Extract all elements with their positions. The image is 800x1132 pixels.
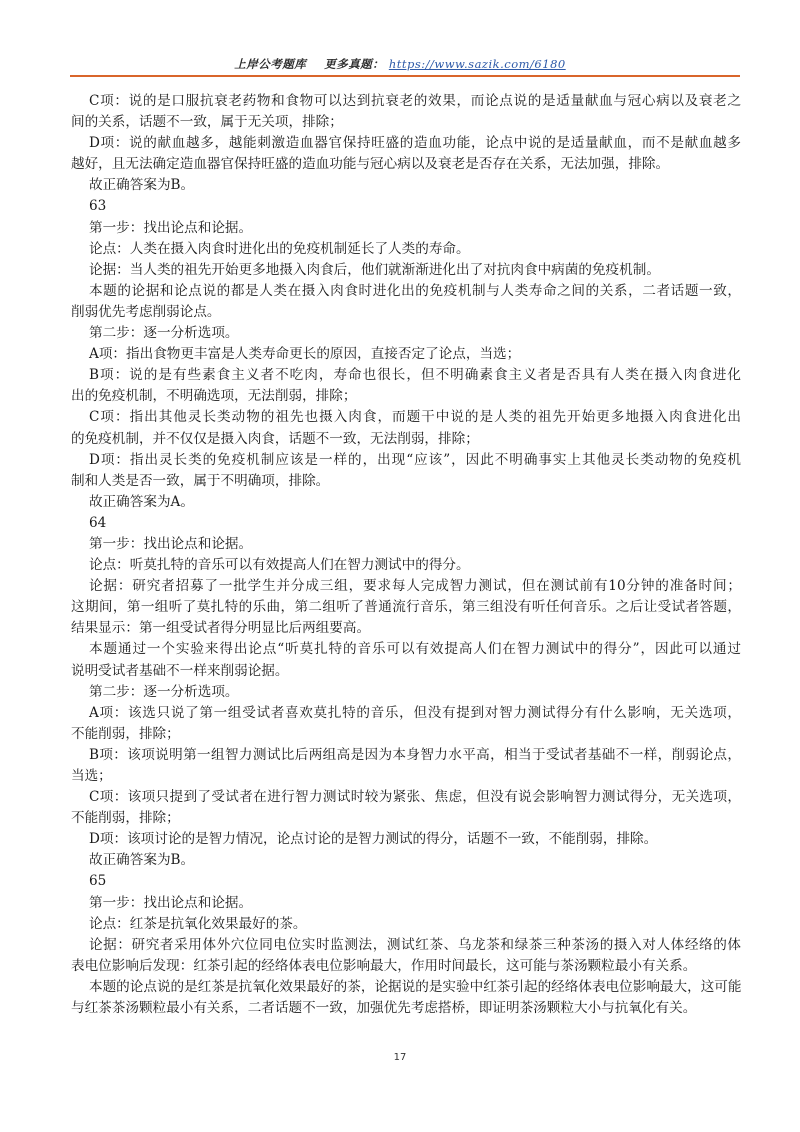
text-line: 故正确答案为A。 — [89, 493, 194, 510]
text-line: 间的关系，话题不一致，属于无关项，排除； — [71, 114, 343, 131]
text-line: 越好，且无法确定造血器官保持旺盛的造血功能与冠心病以及衰老是否存在关系，无法加强，排除。 — [71, 156, 670, 173]
text-line: 论据：研究者采用体外穴位同电位实时监测法，测试红茶、乌龙茶和绿茶三种茶汤的摄入对人体经络的体 — [89, 936, 741, 953]
text-line: 第一步：找出论点和论据。 — [89, 535, 253, 552]
text-line: C项：说的是口服抗衰老药物和食物可以达到抗衰老的效果，而论点说的是适量献血与冠心病以及衰老之 — [89, 93, 741, 109]
text-line: 论据：当人类的祖先开始更多地摄入肉食后，他们就渐渐进化出了对抗肉食中病菌的免疫机制。 — [89, 261, 660, 278]
text-line: 第一步：找出论点和论据。 — [89, 219, 253, 236]
text-line: 的免疫机制，并不仅仅是摄入肉食，话题不一致，无法削弱，排除； — [71, 430, 479, 447]
text-line: 第二步：逐一分析选项。 — [89, 325, 239, 342]
header-url-link[interactable]: https://www.sazik.com/6180 — [388, 57, 566, 71]
text-line: 削弱优先考虑削弱论点。 — [71, 303, 221, 320]
text-line: 第二步：逐一分析选项。 — [89, 683, 239, 700]
text-line: 63 — [89, 198, 107, 215]
header-more-prefix: 更多真题： — [324, 57, 385, 71]
text-line: 不能削弱，排除； — [71, 810, 180, 827]
page-number: 17 — [393, 1052, 407, 1063]
text-line: 64 — [89, 514, 107, 531]
text-line: 表电位影响后发现：红茶引起的经络体表电位影响最大，作用时间最长，这可能与茶汤颗粒最小有关系。 — [71, 957, 697, 974]
text-line: C项：该项只提到了受试者在进行智力测试时较为紧张、焦虑，但没有说会影响智力测试得分，无关选项， — [89, 789, 741, 806]
text-line: 本题通过一个实验来得出论点“听莫扎特的音乐可以有效提高人们在智力测试中的得分”，因此可以通过 — [89, 641, 741, 658]
text-line: 这期间，第一组听了莫扎特的乐曲，第二组听了普通流行音乐，第三组没有听任何音乐。之后让受试者答题， — [71, 599, 741, 616]
text-line: C项：指出其他灵长类动物的祖先也摄入肉食，而题干中说的是人类的祖先开始更多地摄入肉食进化出 — [89, 409, 741, 426]
text-line: 本题的论点说的是红茶是抗氧化效果最好的茶，论据说的是实验中红茶引起的经络体表电位影响最大，这可能 — [89, 978, 741, 995]
text-line: 论点：红茶是抗氧化效果最好的茶。 — [89, 915, 307, 932]
text-line: A项：该选只说了第一组受试者喜欢莫扎特的音乐，但没有提到对智力测试得分有什么影响，无关选项， — [89, 704, 741, 721]
text-line: 论点：听莫扎特的音乐可以有效提高人们在智力测试中的得分。 — [89, 557, 470, 574]
text-line: 说明受试者基础不一样来削弱论据。 — [71, 662, 289, 679]
text-line: 第一步：找出论点和论据。 — [89, 894, 253, 911]
header-divider — [70, 75, 740, 77]
text-line: D项：指出灵长类的免疫机制应该是一样的，出现“应该”，因此不明确事实上其他灵长类动物的免疫机 — [89, 451, 741, 468]
text-line: 当选； — [71, 768, 112, 784]
text-line: 出的免疫机制，不明确选项，无法削弱，排除； — [71, 388, 357, 405]
text-line: B项：说的是有些素食主义者不吃肉，寿命也很长，但不明确素食主义者是否具有人类在摄入肉食进化 — [89, 367, 741, 384]
document-body — [71, 91, 741, 1019]
text-line: B项：该项说明第一组智力测试比后两组高是因为本身智力水平高，相当于受试者基础不一样，削弱论点， — [89, 746, 741, 763]
text-line: A项：指出食物更丰富是人类寿命更长的原因，直接否定了论点，当选； — [89, 346, 521, 363]
text-line: 结果显示：第一组受试者得分明显比后两组要高。 — [71, 620, 371, 637]
text-line: 不能削弱，排除； — [71, 725, 180, 742]
header-label: 上岸公考题库 — [234, 57, 307, 71]
text-line: 与红茶茶汤颗粒最小有关系，二者话题不一致，加强优先考虑搭桥，即证明茶汤颗粒大小与抗氧化有关。 — [71, 1000, 697, 1017]
text-line: 论点：人类在摄入肉食时进化出的免疫机制延长了人类的寿命。 — [89, 240, 470, 257]
text-line: 65 — [89, 873, 107, 890]
text-line: D项：说的献血越多，越能刺激造血器官保持旺盛的造血功能，论点中说的是适量献血，而不是献血越多 — [89, 135, 741, 152]
text-line: D项：该项讨论的是智力情况，论点讨论的是智力测试的得分，话题不一致，不能削弱，排除。 — [89, 831, 658, 848]
text-line: 论据：研究者招募了一批学生并分成三组，要求每人完成智力测试，但在测试前有10分钟的准备时间； — [89, 578, 741, 595]
text-line: 制和人类是否一致，属于不明确项，排除。 — [71, 472, 330, 489]
text-line: 故正确答案为B。 — [89, 177, 195, 194]
page-header — [0, 56, 800, 76]
text-line: 故正确答案为B。 — [89, 852, 195, 869]
text-line: 本题的论据和论点说的都是人类在摄入肉食时进化出的免疫机制与人类寿命之间的关系，二者话题一致， — [89, 282, 741, 299]
